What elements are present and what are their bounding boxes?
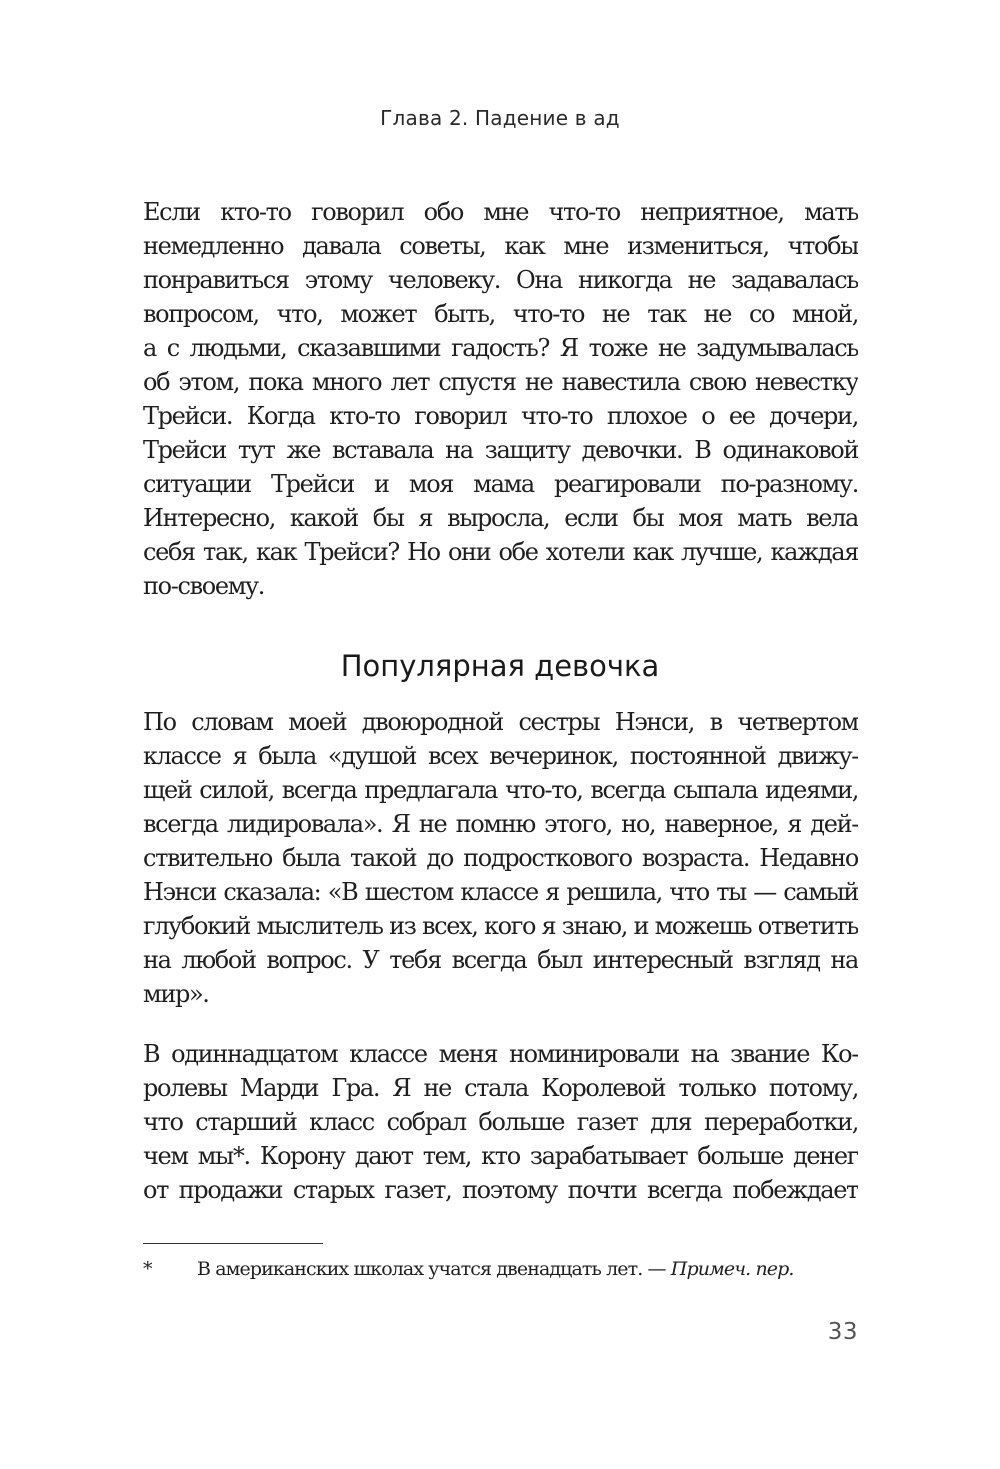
section-heading: Популярная девочка <box>340 649 660 683</box>
paragraph-line: всегда лидировала». Я не помню этого, но, наверное, я дей- <box>143 810 858 838</box>
paragraph-line: Трейси. Когда кто-то говорил что-то плохое о ее дочери, <box>143 402 858 430</box>
footnote-separator <box>143 1243 323 1244</box>
footnote-attribution: Примеч. пер. <box>670 1258 794 1280</box>
page-number: 33 <box>827 1319 858 1345</box>
footnote-text <box>197 1255 794 1283</box>
paragraph-line: По словам моей двоюродной сестры Нэнси, в четвертом <box>143 708 858 736</box>
paragraph-line: ситуации Трейси и моя мама реагировали по-разному. <box>143 470 858 498</box>
footnote-body: В американских школах учатся двенадцать лет. — <box>197 1258 671 1280</box>
paragraph-line: Интересно, какой бы я выросла, если бы моя мать вела <box>143 504 858 532</box>
paragraph-line: вопросом, что, может быть, что-то не так не со мной, <box>143 300 858 328</box>
running-head: Глава 2. Падение в ад <box>380 106 620 130</box>
paragraph-line: Трейси тут же вставала на защиту девочки. В одинаковой <box>143 436 858 464</box>
paragraph-line: немедленно давала советы, как мне измениться, чтобы <box>143 232 858 260</box>
paragraph-line: Если кто-то говорил обо мне что-то неприятное, мать <box>143 198 858 226</box>
paragraph-line: В одиннадцатом классе меня номинировали на звание Ко- <box>143 1040 858 1068</box>
paragraph-1 <box>143 195 858 603</box>
footnote <box>143 1255 858 1283</box>
footnote-marker: * <box>143 1258 152 1280</box>
paragraph-line: а с людьми, сказавшими гадость? Я тоже не задумывалась <box>143 334 858 362</box>
paragraph-line: ствительно была такой до подросткового возраста. Недавно <box>143 844 858 872</box>
paragraph-line: Нэнси сказала: «В шестом классе я решила, что ты — самый <box>143 878 858 906</box>
paragraph-line: себя так, как Трейси? Но они обе хотели как лучше, каждая <box>143 538 858 566</box>
paragraph-line: классе я была «душой всех вечеринок, постоянной движу- <box>143 742 858 770</box>
paragraph-line: что старший класс собрал больше газет для переработки, <box>143 1108 858 1136</box>
paragraph-line: ролевы Марди Гра. Я не стала Королевой только потому, <box>143 1074 858 1102</box>
paragraph-line: щей силой, всегда предлагала что-то, всегда сыпала идеями, <box>143 776 858 804</box>
paragraph-line: по-своему. <box>143 572 265 600</box>
paragraph-line: глубокий мыслитель из всех, кого я знаю, и можешь ответить <box>143 912 858 940</box>
paragraph-line: мир». <box>143 980 209 1008</box>
paragraph-line: чем мы*. Корону дают тем, кто зарабатывает больше денег <box>143 1142 858 1170</box>
paragraph-line: понравиться этому человеку. Она никогда не задавалась <box>143 266 858 294</box>
paragraph-line: об этом, пока много лет спустя не навестила свою невестку <box>143 368 858 396</box>
paragraph-2 <box>143 705 858 1011</box>
paragraph-3 <box>143 1037 858 1207</box>
paragraph-line: на любой вопрос. У тебя всегда был интересный взгляд на <box>143 946 858 974</box>
paragraph-line: от продажи старых газет, поэтому почти всегда побеждает <box>143 1176 858 1204</box>
